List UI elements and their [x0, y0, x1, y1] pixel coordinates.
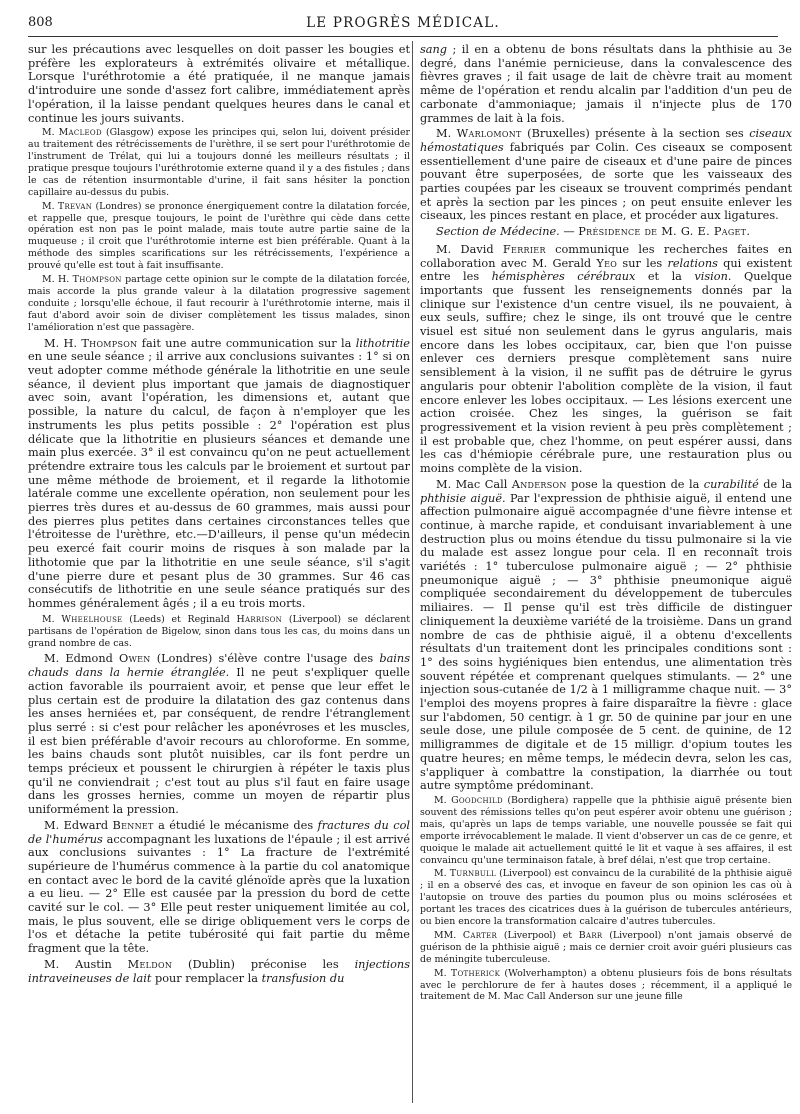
article-paragraph: [420, 43, 792, 125]
running-title: LE PROGRÈS MÉDICAL.: [306, 15, 500, 31]
emphasis-text: hémisphères cérébraux: [491, 270, 636, 284]
author-name: Totherick: [450, 967, 501, 979]
article-paragraph: [420, 243, 792, 476]
paragraph-text: fabriqués par Colin. Ces ciseaux se composent essentiellement d'une paire de ciseaux et d'une paire de pinces pouvant être superposées, de sorte que les vaisseaux des parties coupées par les ciseaux se trouvent comprimés pendant et après la section par les pinces ; on peut ensuite enlever les ciseaux, les pinces restant en place, et procéder aux ligatures.: [420, 140, 792, 223]
emphasis-text: ciseaux hémostatiques: [420, 127, 792, 154]
paragraph-text: (Wolverhampton) a obtenu plusieurs fois de bons résultats avec le perchlorure de fer à hautes doses ; récemment, il a appliqué le traitement de M. Mac Call Anderson sur une jeune fille: [420, 967, 792, 1003]
emphasis-text: lithotritie: [355, 336, 410, 350]
paragraph-text: (Liverpool) et: [497, 929, 579, 941]
author-name: Turnbull: [449, 868, 497, 880]
author-name: Carter: [462, 929, 498, 941]
column-rule: [412, 41, 413, 1103]
paragraph-text: (Dublin) préconise les: [172, 957, 355, 971]
author-name: Barr: [578, 929, 603, 941]
author-name: Warlomont: [456, 127, 522, 141]
article-paragraph: [28, 43, 410, 125]
paragraph-text: M. Edward: [44, 818, 113, 832]
paragraph-text: MM.: [434, 929, 463, 941]
paragraph-text: (Bruxelles) présente à la section ses: [521, 127, 750, 141]
article-paragraph: [28, 127, 410, 198]
paragraph-text: M.: [42, 613, 62, 625]
author-name: Thompson: [72, 274, 122, 286]
paragraph-text: Il ne peut s'expliquer quelle action favorable ils pourraient avoir, et pense que leur effet le plus certain est de produire la dilatation des gaz contenus dans les anses herniées et, par conséquent, de rendre l'étranglement plus serré : si c'est pour relâcher les aponévroses et les muscles, il est bien préférable d'avoir recours au chloroforme. En somme, les bains chauds sont plutôt nuisibles, car ils font perdre un temps précieux et poussent le chirurgien à répéter le taxis plus qu'il ne conviendrait ; c'est tout au plus s'il faut en faire usage dans les grosses hernies, comme un moyen de répartir plus uniformément la pression.: [28, 666, 410, 817]
author-name: Macleod: [58, 127, 102, 139]
paragraph-text: (Londres) s'élève contre l'usage des: [150, 652, 380, 666]
paragraph-text: accompagnant les luxations de l'épaule ; il est arrivé aux conclusions suivantes : 1° La fracture de l'extrémité supérieure de l'humérus commence à la partie du col anatomique en contact avec le bord de la cavité glénoïde après que la luxation a eu lieu. — 2° Elle est causée par la pression du bord de cette cavité sur le col. — 3° Elle peut rester uniquement limitée au col, mais, le plus souvent, elle se dirige obliquement vers le corps de l'os et détache la petite tubérosité qui fait partie du même fragment que la tête.: [28, 832, 410, 956]
article-paragraph: [420, 478, 792, 793]
author-name: Wheelhouse: [61, 613, 123, 625]
author-name: Présidence de M. G. E. Paget.: [578, 225, 751, 239]
section-heading: [420, 225, 792, 239]
paragraph-text: (Liverpool) se déclarent partisans de l'opération de Bigelow, sinon dans tous les cas, du moins dans un grand nombre de cas.: [28, 613, 410, 649]
paragraph-text: sur les: [617, 256, 668, 270]
page-header: [28, 15, 778, 35]
paragraph-text: M.: [434, 868, 450, 880]
paragraph-text: M.: [42, 127, 59, 139]
article-paragraph: [28, 614, 410, 650]
article-paragraph: [28, 337, 410, 611]
paragraph-text: pose la question de la: [566, 477, 704, 491]
paragraph-text: et la: [635, 270, 695, 284]
emphasis-text: sang: [420, 43, 448, 56]
paragraph-text: sur les précautions avec lesquelles on doit passer les bougies et préfère les explorateurs à extrémités olivaire et métallique. Lorsque l'uréthrotomie a été pratiquée, il ne manque jamais d'introduire une sonde d'assez fort calibre, immédiatement après l'opération, il la laisse pendant quelques heures dans le canal et continue les jours suivants.: [28, 43, 410, 125]
article-paragraph: [420, 930, 792, 966]
emphasis-text: injections intraveineuses de lait: [28, 957, 410, 985]
paragraph-text: M.: [434, 794, 452, 806]
emphasis-text: Section de Médecine.: [436, 225, 560, 239]
author-name: Meldon: [127, 957, 173, 971]
author-name: Yeo: [596, 256, 618, 270]
article-paragraph: [28, 652, 410, 816]
article-paragraph: [28, 819, 410, 956]
author-name: Goodchild: [451, 794, 503, 806]
author-name: Harrison: [236, 613, 283, 625]
author-name: Thompson: [81, 336, 138, 350]
paragraph-text: communique les recherches faites en collaboration avec M. Gerald: [420, 242, 792, 270]
emphasis-text: bains chauds dans la hernie étranglée.: [28, 652, 410, 680]
paragraph-text: Par l'expression de phthisie aiguë, il entend une affection pulmonaire aiguë accompagnée d'une fièvre intense et continue, à marche rapide, et conduisant invariablement à une destruction plus ou moins étendue du tissu pulmonaire si la vie du malade est assez longue pour cela. Il en reconnaît trois variétés : 1° tuberculose pulmonaire aiguë ; — 2° phthisie pneumonique aiguë ; — 3° phthisie pneumonique aiguë compliquée secondairement du développement de tubercules miliaires. — Il pense qu'il est très difficile de distinguer cliniquement la deuxième variété de la troisième. Dans un grand nombre de cas de phthisie aiguë, il a obtenu d'excellents résultats d'un traitement dont les principales conditions sont : 1° des soins hygiéniques bien entendus, une alimentation très souvent répétée et comprenant quelques stimulants. — 2° une injection sous-cutanée de 1/2 à 1 milligramme chaque nuit. — 3° l'emploi des moyens propres à faire disparaître la fièvre : glace sur l'abdomen, 50 centigr. à 1 gr. 50 de quinine par jour en une seule dose, une pilule composée de 5 cent. de quinine, de 12 milligrammes de digitale et de 15 milligr. d'opium toutes les quatre heures; en même temps, le médecin devra, selon les cas, s'appliquer à combattre la constipation, la diarrhée ou tout autre symptôme prédominant.: [420, 491, 792, 793]
author-name: Trevan: [57, 200, 93, 212]
paragraph-text: (Leeds) et Reginald: [122, 613, 237, 625]
paragraph-text: pour remplacer la: [151, 971, 262, 985]
author-name: Owen: [119, 652, 151, 666]
emphasis-text: relations: [667, 256, 718, 270]
paragraph-text: (Liverpool) n'ont jamais observé de guérison de la phthisie aiguë ; mais ce dernier croit avoir guéri plusieurs cas de méningite tuberculeuse.: [420, 929, 792, 965]
emphasis-text: fractures du col de l'humérus: [28, 818, 410, 846]
article-paragraph: [420, 795, 792, 866]
right-column: [420, 43, 792, 1109]
header-rule: [28, 36, 778, 37]
paragraph-text: M. Edmond: [44, 652, 120, 666]
paragraph-text: (Londres) se prononce énergiquement contre la dilatation forcée, et rappelle que, presque toujours, le point de l'urèthre qui cède dans cette opération est non pas le point malade, mais toute autre partie saine de la muqueuse ; il croit que l'uréthrotomie interne est bien préférable. Quant à la méthode des simples scarifications sur les rétrécissements, l'expérience a prouvé qu'elle est tout à fait insuffisante.: [28, 200, 410, 272]
paragraph-text: qui existent entre les: [420, 256, 792, 284]
paragraph-text: —: [559, 225, 579, 239]
article-paragraph: [28, 274, 410, 334]
paragraph-text: (Glasgow) expose les principes qui, selon lui, doivent présider au traitement des rétrécissements de l'urèthre, il se sert pour l'uréthrotomie de l'instrument de Trélat, qui lui a toujours donné les meilleurs résultats ; il pratique presque toujours l'uréthrotomie externe quand il y a des fistules ; dans le cas de rétention insurmontable d'urine, il fait sans hésiter la ponction capillaire au-dessus du pubis.: [28, 127, 410, 198]
emphasis-text: curabilité: [703, 477, 759, 491]
paragraph-text: M.: [42, 200, 58, 212]
paragraph-text: M. H.: [42, 274, 73, 286]
article-paragraph: [420, 127, 792, 223]
paragraph-text: M. Austin: [44, 957, 128, 971]
emphasis-text: vision.: [694, 270, 732, 284]
paragraph-text: en une seule séance ; il arrive aux conclusions suivantes : 1° si on veut adopter comme méthode générale la lithotritie en une seule séance, il devient plus important que jamais de diagnostiquer avec soin, avant l'opération, les dimensions et, autant que possible, la nature du calcul, de façon à n'employer que les instruments les plus petits possible : 2° l'opération est plus délicate que la lithotritie en plusieurs séances et demande une main plus exercée. 3° il est convaincu qu'on ne peut actuellement prétendre extraire tous les calculs par le broiement et surtout par une même méthode de broiement, et il regarde la lithotomie latérale comme une excellente opération, non seulement pour les pierres très dures et au-dessus de 60 grammes, mais aussi pour des pierres plus petites dans certaines circonstances telles que l'étroitesse de l'urèthre, etc.—D'ailleurs, il pense qu'un médecin peu exercé fait courir moins de risques à son malade par la lithotomie que par la lithotritie en une seule séance, s'il s'agit d'une pierre dure et pesant plus de 30 grammes. Sur 46 cas consécutifs de lithotritie en une seule séance pratiqués sur des hommes généralement âgés ; il a eu trois morts.: [28, 350, 410, 610]
paragraph-text: Quelque importants que fussent les renseignements donnés par la clinique sur l'existence d'un centre visuel, ils ne pouvaient, à eux seuls, suffire; chez le singe, ils ont trouvé que le centre visuel est situé non seulement dans le gyrus angularis, mais encore dans les lobes occipitaux, car, bien que l'on puisse enlever ces derniers presque complètement sans nuire sensiblement à la vision, il ne suffit pas de détruire le gyrus angularis pour obtenir l'abolition complète de la vision, il faut encore enlever les lobes occipitaux. — Les lésions exercent une action croisée. Chez les singes, la guérison se fait progressivement et la vision revient à peu près complètement ; il est probable que, chez l'homme, on peut espérer aussi, dans les cas d'hémiopie cérébrale pure, une restauration plus ou moins complète de la vision.: [420, 270, 792, 476]
paragraph-text: M. H.: [44, 336, 82, 350]
page-number: 808: [28, 15, 53, 30]
paragraph-text: ; il en a obtenu de bons résultats dans la phthisie au 3e degré, dans l'anémie pernicieuse, dans la convalescence des fièvres graves ; il fait usage de lait de chèvre trait au moment même de l'opération et rendu alcalin par l'addition d'un peu de carbonate d'ammoniaque; jamais il n'injecte plus de 170 grammes de lait à la fois.: [420, 43, 792, 125]
author-name: Anderson: [511, 477, 567, 491]
paragraph-text: (Liverpool) est convaincu de la curabilité de la phthisie aiguë ; il en a observé des cas, et invoque en faveur de son opinion les cas où à l'autopsie on trouve des parties du poumon plus ou moins sclérosées et portant les traces des cicatrices dues à la guérison de tubercules antérieurs, ou bien encore la transformation calcaire d'autres tubercules.: [420, 868, 792, 928]
author-name: Bennet: [112, 818, 154, 832]
paragraph-text: partage cette opinion sur le compte de la dilatation forcée, mais accorde la plus grande valeur à la dilatation progressive sagement conduite ; lorsqu'elle échoue, il faut recourir à l'uréthrotomie interne, mais il faut d'abord avoir soin de diviser complètement les tissus malades, sinon l'amélioration n'est que passagère.: [28, 274, 410, 333]
emphasis-text: transfusion du: [261, 971, 345, 985]
article-paragraph: [420, 968, 792, 1004]
article-paragraph: [420, 868, 792, 928]
article-paragraph: [28, 958, 410, 985]
paragraph-text: M.: [436, 127, 457, 141]
emphasis-text: phthisie aiguë.: [420, 491, 506, 505]
paragraph-text: M. Mac Call: [436, 477, 512, 491]
paragraph-text: de la: [758, 477, 792, 491]
article-paragraph: [28, 201, 410, 272]
left-column: [28, 43, 410, 1109]
paragraph-text: M.: [434, 967, 451, 979]
author-name: Ferrier: [502, 242, 546, 256]
paragraph-text: M. David: [436, 242, 503, 256]
paragraph-text: a étudié le mécanisme des: [153, 818, 318, 832]
paragraph-text: fait une autre communication sur la: [137, 336, 356, 350]
paragraph-text: (Bordighera) rappelle que la phthisie aiguë présente bien souvent des rémissions telles qu'on peut espérer avoir obtenu une guérison ; mais, qu'après un laps de temps variable, une nouvelle poussée se fait qui emporte irrévocablement le malade. Il vient d'observer un cas de ce genre, et quoique le malade ait actuellement quitté le lit et vaque à ses affaires, il est convaincu qu'une terminaison fatale, à bref délai, n'est que trop certaine.: [420, 794, 792, 866]
